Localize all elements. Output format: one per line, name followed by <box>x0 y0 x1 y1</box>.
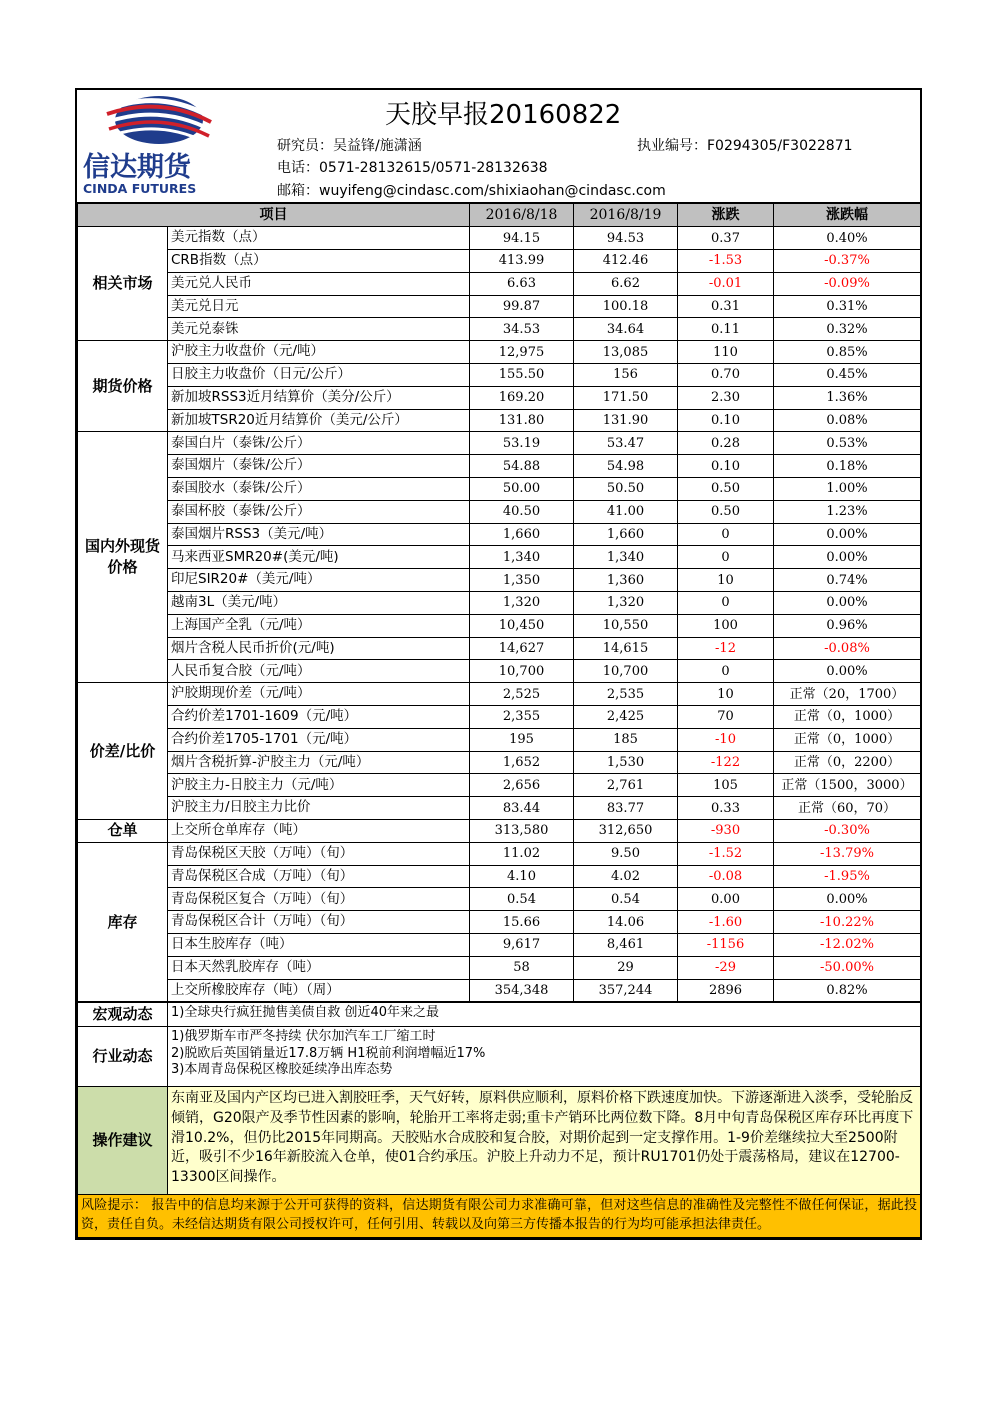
table-row <box>78 569 921 592</box>
row-change-pct: 正常（0，2200） <box>774 751 921 774</box>
row-change-pct: -13.79% <box>774 842 921 865</box>
row-value-date1: 155.50 <box>470 364 574 387</box>
row-change: -1.53 <box>678 250 774 273</box>
row-change: -0.08 <box>678 865 774 888</box>
row-change-pct: 0.00% <box>774 592 921 615</box>
row-value-date1: 11.02 <box>470 842 574 865</box>
macro-text: 1)全球央行疯狂抛售美债自救 创近40年来之最 <box>168 1003 921 1027</box>
row-value-date2: 2,535 <box>574 683 678 706</box>
row-change: -1.60 <box>678 911 774 934</box>
table-row <box>78 683 921 706</box>
row-change-pct: 0.53% <box>774 432 921 455</box>
col-header-date1: 2016/8/18 <box>470 204 574 227</box>
row-change: 70 <box>678 706 774 729</box>
table-row <box>78 728 921 751</box>
section-label: 价差/比价 <box>78 683 168 820</box>
row-value-date2: 0.54 <box>574 888 678 911</box>
row-value-date1: 0.54 <box>470 888 574 911</box>
row-change-pct: 0.00% <box>774 660 921 683</box>
row-value-date2: 29 <box>574 956 678 979</box>
row-change-pct: -12.02% <box>774 934 921 957</box>
row-change: -0.01 <box>678 272 774 295</box>
logo-cn-text: 信达期货 <box>83 152 191 183</box>
row-change-pct: 正常（0，1000） <box>774 728 921 751</box>
row-change: 0.10 <box>678 455 774 478</box>
row-value-date2: 156 <box>574 364 678 387</box>
row-value-date2: 41.00 <box>574 500 678 523</box>
row-change: 0.50 <box>678 478 774 501</box>
row-change-pct: -10.22% <box>774 911 921 934</box>
row-value-date2: 53.47 <box>574 432 678 455</box>
row-change: 2.30 <box>678 386 774 409</box>
row-change: -1156 <box>678 934 774 957</box>
row-name: 泰国白片（泰铢/公斤） <box>168 432 470 455</box>
row-value-date2: 6.62 <box>574 272 678 295</box>
row-change-pct: 0.45% <box>774 364 921 387</box>
row-name: 马来西亚SMR20#(美元/吨) <box>168 546 470 569</box>
row-value-date2: 14.06 <box>574 911 678 934</box>
row-value-date2: 8,461 <box>574 934 678 957</box>
row-value-date2: 1,360 <box>574 569 678 592</box>
row-name: 青岛保税区合计（万吨）（旬） <box>168 911 470 934</box>
row-name: 美元兑日元 <box>168 295 470 318</box>
row-name: 烟片含税人民币折价(元/吨) <box>168 637 470 660</box>
table-row <box>78 842 921 865</box>
row-change-pct: 0.32% <box>774 318 921 341</box>
row-change-pct: -0.30% <box>774 820 921 843</box>
row-change-pct: -50.00% <box>774 956 921 979</box>
report-sheet <box>75 88 922 1240</box>
row-value-date2: 10,550 <box>574 614 678 637</box>
row-change-pct: 1.36% <box>774 386 921 409</box>
row-name: 日胶主力收盘价（日元/公斤） <box>168 364 470 387</box>
table-row <box>78 318 921 341</box>
table-row <box>78 523 921 546</box>
risk-disclaimer: 风险提示： 报告中的信息均来源于公开可获得的资料，信达期货有限公司力求准确可靠，但对这些信息的准确性及完整性不做任何保证，据此投资，责任自负。未经信达期货有限公司授权许可，任何引用、转载以及向第三方传播本报告的行为均可能承担法律责任。 <box>78 1195 921 1238</box>
row-name: 美元指数（点） <box>168 227 470 250</box>
col-header-change: 涨跌 <box>678 204 774 227</box>
section-label: 库存 <box>78 842 168 1002</box>
row-change-pct: 1.00% <box>774 478 921 501</box>
row-change: 10 <box>678 569 774 592</box>
row-change-pct: 0.96% <box>774 614 921 637</box>
section-label: 国内外现货价格 <box>78 432 168 683</box>
row-value-date1: 54.88 <box>470 455 574 478</box>
row-value-date1: 1,340 <box>470 546 574 569</box>
row-value-date2: 54.98 <box>574 455 678 478</box>
row-name: CRB指数（点） <box>168 250 470 273</box>
row-name: 上交所橡胶库存（吨）（周） <box>168 979 470 1002</box>
row-value-date2: 312,650 <box>574 820 678 843</box>
row-name: 烟片含税折算-沪胶主力（元/吨） <box>168 751 470 774</box>
phone-line: 电话：0571-28132615/0571-28132638 <box>277 160 548 176</box>
row-value-date1: 34.53 <box>470 318 574 341</box>
table-row <box>78 979 921 1002</box>
row-name: 新加坡TSR20近月结算价（美元/公斤） <box>168 409 470 432</box>
row-value-date1: 354,348 <box>470 979 574 1002</box>
row-name: 日本生胶库存（吨） <box>168 934 470 957</box>
data-table-body <box>78 204 921 1002</box>
industry-label: 行业动态 <box>78 1027 168 1087</box>
row-change: 0.31 <box>678 295 774 318</box>
row-value-date2: 357,244 <box>574 979 678 1002</box>
table-row <box>78 934 921 957</box>
row-name: 合约价差1701-1609（元/吨） <box>168 706 470 729</box>
row-value-date1: 15.66 <box>470 911 574 934</box>
row-name: 印尼SIR20#（美元/吨） <box>168 569 470 592</box>
row-change-pct: 0.85% <box>774 341 921 364</box>
row-change-pct: 0.40% <box>774 227 921 250</box>
row-change: 110 <box>678 341 774 364</box>
row-change: 2896 <box>678 979 774 1002</box>
logo-en-text: CINDA FUTURES <box>83 181 197 196</box>
row-name: 泰国杯胶（泰铢/公斤） <box>168 500 470 523</box>
row-value-date1: 313,580 <box>470 820 574 843</box>
row-change-pct: 正常（1500，3000） <box>774 774 921 797</box>
row-name: 青岛保税区天胶（万吨）（旬） <box>168 842 470 865</box>
row-value-date2: 131.90 <box>574 409 678 432</box>
row-change-pct: 0.00% <box>774 546 921 569</box>
table-row <box>78 820 921 843</box>
table-row <box>78 865 921 888</box>
row-change-pct: 0.18% <box>774 455 921 478</box>
row-change: 10 <box>678 683 774 706</box>
row-name: 上海国产全乳（元/吨） <box>168 614 470 637</box>
row-name: 泰国胶水（泰铢/公斤） <box>168 478 470 501</box>
row-name: 越南3L（美元/吨） <box>168 592 470 615</box>
row-value-date1: 1,660 <box>470 523 574 546</box>
row-value-date1: 10,700 <box>470 660 574 683</box>
row-name: 泰国烟片（泰铢/公斤） <box>168 455 470 478</box>
row-change-pct: 0.00% <box>774 523 921 546</box>
row-value-date2: 14,615 <box>574 637 678 660</box>
table-row <box>78 546 921 569</box>
row-change: 0.10 <box>678 409 774 432</box>
row-value-date1: 2,525 <box>470 683 574 706</box>
row-value-date1: 12,975 <box>470 341 574 364</box>
row-name: 沪胶主力/日胶主力比价 <box>168 797 470 820</box>
row-value-date1: 10,450 <box>470 614 574 637</box>
row-change-pct: 0.82% <box>774 979 921 1002</box>
row-name: 沪胶主力-日胶主力（元/吨） <box>168 774 470 797</box>
row-change: -930 <box>678 820 774 843</box>
row-value-date1: 50.00 <box>470 478 574 501</box>
report-header <box>77 90 920 204</box>
row-value-date1: 14,627 <box>470 637 574 660</box>
row-value-date2: 412.46 <box>574 250 678 273</box>
table-row <box>78 706 921 729</box>
row-value-date1: 94.15 <box>470 227 574 250</box>
row-value-date1: 169.20 <box>470 386 574 409</box>
row-value-date2: 185 <box>574 728 678 751</box>
row-value-date2: 34.64 <box>574 318 678 341</box>
industry-row <box>78 1027 921 1087</box>
row-name: 沪胶期现价差（元/吨） <box>168 683 470 706</box>
advice-text: 东南亚及国内产区均已进入割胶旺季，天气好转，原料供应顺利，原料价格下跌速度加快。下游逐渐进入淡季，受轮胎反倾销，G20限产及季节性因素的影响，轮胎开工率将走弱;重卡产销环比两位数下降。8月中旬青岛保税区库存环比再度下滑10.2%，但仍比2015年同期高。天胶贴水合成胶和复合胶，对期价起到一定支撑作用。1-9价差继续拉大至2500附近，吸引不少16年新胶流入仓单，使01合约承压。沪胶上升动力不足，预计RU1701仍处于震荡格局，建议在12700-13300区间操作。 <box>168 1087 921 1195</box>
row-change-pct: -1.95% <box>774 865 921 888</box>
advice-label: 操作建议 <box>78 1087 168 1195</box>
row-value-date2: 50.50 <box>574 478 678 501</box>
industry-line: 2)脱欧后英国销量近17.8万辆 H1税前利润增幅近17% <box>171 1045 486 1061</box>
row-value-date1: 131.80 <box>470 409 574 432</box>
row-name: 美元兑泰铢 <box>168 318 470 341</box>
row-change-pct: 0.00% <box>774 888 921 911</box>
row-value-date2: 100.18 <box>574 295 678 318</box>
row-change: -10 <box>678 728 774 751</box>
table-row <box>78 386 921 409</box>
table-row <box>78 409 921 432</box>
row-name: 青岛保税区合成（万吨）（旬） <box>168 865 470 888</box>
industry-line: 1)俄罗斯车市严冬持续 伏尔加汽车工厂缩工时 <box>171 1029 436 1045</box>
table-header-row <box>78 204 921 227</box>
row-value-date2: 2,425 <box>574 706 678 729</box>
section-label: 相关市场 <box>78 227 168 341</box>
row-change: 0 <box>678 546 774 569</box>
row-change: 0.11 <box>678 318 774 341</box>
row-name: 日本天然乳胶库存（吨） <box>168 956 470 979</box>
macro-label: 宏观动态 <box>78 1003 168 1027</box>
table-row <box>78 250 921 273</box>
row-change: 0.50 <box>678 500 774 523</box>
row-value-date1: 40.50 <box>470 500 574 523</box>
row-name: 合约价差1705-1701（元/吨） <box>168 728 470 751</box>
row-value-date1: 1,652 <box>470 751 574 774</box>
row-change: 0 <box>678 523 774 546</box>
table-row <box>78 341 921 364</box>
row-name: 人民币复合胶（元/吨） <box>168 660 470 683</box>
row-value-date2: 10,700 <box>574 660 678 683</box>
row-change: -12 <box>678 637 774 660</box>
row-value-date1: 413.99 <box>470 250 574 273</box>
row-value-date2: 171.50 <box>574 386 678 409</box>
row-value-date1: 83.44 <box>470 797 574 820</box>
row-value-date2: 1,320 <box>574 592 678 615</box>
row-value-date2: 1,340 <box>574 546 678 569</box>
row-value-date2: 13,085 <box>574 341 678 364</box>
row-value-date2: 9.50 <box>574 842 678 865</box>
row-name: 青岛保税区复合（万吨）（旬） <box>168 888 470 911</box>
table-row <box>78 364 921 387</box>
risk-row <box>78 1195 921 1238</box>
license-line: 执业编号：F0294305/F3022871 <box>637 138 853 154</box>
row-change: -29 <box>678 956 774 979</box>
col-header-date2: 2016/8/19 <box>574 204 678 227</box>
row-change: 0 <box>678 660 774 683</box>
table-row <box>78 774 921 797</box>
macro-row <box>78 1003 921 1027</box>
table-row <box>78 592 921 615</box>
table-row <box>78 888 921 911</box>
row-value-date1: 195 <box>470 728 574 751</box>
row-change-pct: -0.09% <box>774 272 921 295</box>
row-change: -122 <box>678 751 774 774</box>
table-row <box>78 272 921 295</box>
table-row <box>78 660 921 683</box>
row-name: 新加坡RSS3近月结算价（美分/公斤） <box>168 386 470 409</box>
row-value-date1: 99.87 <box>470 295 574 318</box>
row-value-date1: 6.63 <box>470 272 574 295</box>
cinda-logo-icon <box>81 94 241 198</box>
row-change: 0.00 <box>678 888 774 911</box>
col-header-item: 项目 <box>78 204 470 227</box>
row-value-date2: 94.53 <box>574 227 678 250</box>
table-row <box>78 227 921 250</box>
data-table <box>77 204 921 1002</box>
row-name: 美元兑人民币 <box>168 272 470 295</box>
industry-line: 3)本周青岛保税区橡胶延续净出库态势 <box>171 1061 393 1077</box>
table-row <box>78 500 921 523</box>
report-title: 天胶早报20160822 <box>385 100 622 130</box>
table-row <box>78 432 921 455</box>
row-value-date1: 2,355 <box>470 706 574 729</box>
table-row <box>78 455 921 478</box>
advice-row <box>78 1087 921 1195</box>
table-row <box>78 797 921 820</box>
row-value-date2: 1,660 <box>574 523 678 546</box>
cinda-logo <box>81 94 241 198</box>
table-row <box>78 295 921 318</box>
row-name: 上交所仓单库存（吨） <box>168 820 470 843</box>
row-value-date1: 9,617 <box>470 934 574 957</box>
row-value-date1: 53.19 <box>470 432 574 455</box>
row-change-pct: 1.23% <box>774 500 921 523</box>
row-name: 泰国烟片RSS3（美元/吨） <box>168 523 470 546</box>
row-change-pct: 0.08% <box>774 409 921 432</box>
table-row <box>78 911 921 934</box>
row-change: 100 <box>678 614 774 637</box>
row-value-date1: 1,320 <box>470 592 574 615</box>
row-value-date2: 1,530 <box>574 751 678 774</box>
row-value-date2: 83.77 <box>574 797 678 820</box>
row-name: 沪胶主力收盘价（元/吨） <box>168 341 470 364</box>
row-change-pct: 正常（20，1700） <box>774 683 921 706</box>
row-change-pct: 正常（60，70） <box>774 797 921 820</box>
row-value-date1: 58 <box>470 956 574 979</box>
row-change-pct: -0.37% <box>774 250 921 273</box>
row-change-pct: 正常（0，1000） <box>774 706 921 729</box>
row-change: 0.28 <box>678 432 774 455</box>
email-line: 邮箱：wuyifeng@cindasc.com/shixiaohan@cindasc.com <box>277 183 666 199</box>
row-change: 0.70 <box>678 364 774 387</box>
section-label: 期货价格 <box>78 341 168 432</box>
commentary-table <box>77 1002 921 1238</box>
row-change-pct: 0.74% <box>774 569 921 592</box>
row-change: 0.37 <box>678 227 774 250</box>
row-change: 105 <box>678 774 774 797</box>
researcher-line: 研究员：吴益锋/施潇涵 <box>277 138 422 154</box>
col-header-change-pct: 涨跌幅 <box>774 204 921 227</box>
table-row <box>78 478 921 501</box>
row-change-pct: -0.08% <box>774 637 921 660</box>
table-row <box>78 637 921 660</box>
row-value-date2: 2,761 <box>574 774 678 797</box>
row-change-pct: 0.31% <box>774 295 921 318</box>
row-change: 0 <box>678 592 774 615</box>
row-value-date1: 2,656 <box>470 774 574 797</box>
row-value-date1: 1,350 <box>470 569 574 592</box>
section-label: 仓单 <box>78 820 168 843</box>
row-change: -1.52 <box>678 842 774 865</box>
row-value-date2: 4.02 <box>574 865 678 888</box>
row-value-date1: 4.10 <box>470 865 574 888</box>
row-change: 0.33 <box>678 797 774 820</box>
industry-text <box>168 1027 921 1087</box>
table-row <box>78 956 921 979</box>
table-row <box>78 751 921 774</box>
table-row <box>78 614 921 637</box>
